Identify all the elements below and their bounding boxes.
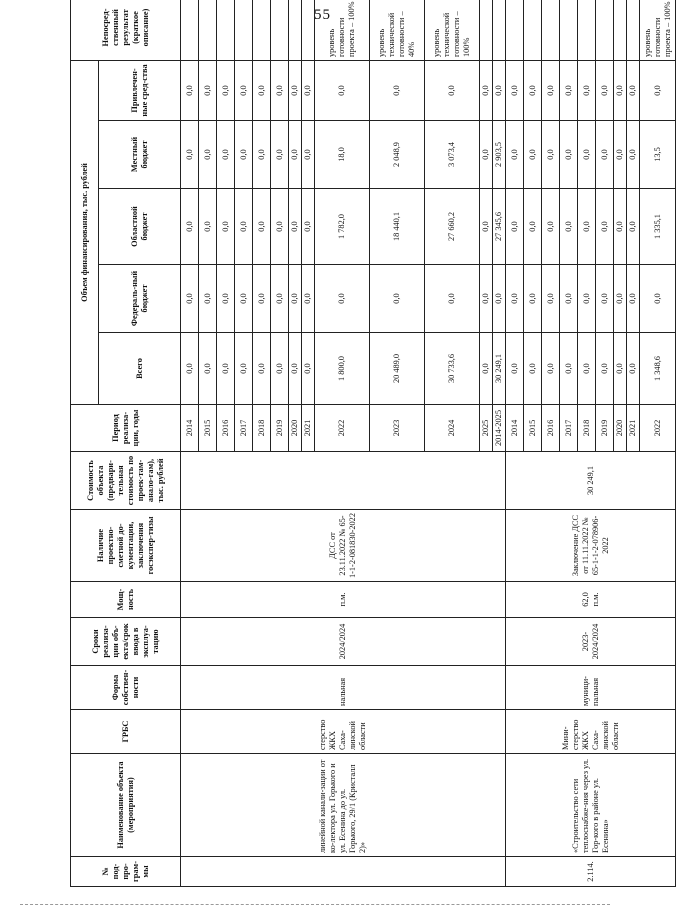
value-federal: 0,0 (596, 265, 614, 333)
result-text (235, 0, 253, 60)
value-federal: 0,0 (524, 265, 542, 333)
financing-table (70, 0, 676, 887)
header-financing-group: Объем финансирования, тыс. рублей (71, 60, 99, 404)
value-local: 0,0 (289, 121, 302, 189)
table-row (506, 0, 524, 887)
value-local: 0,0 (235, 121, 253, 189)
period-year: 2019 (271, 405, 289, 452)
value-regional: 0,0 (578, 189, 596, 265)
object1-name: линейной канали-зации от ко-лектора ул. Горького и ул. Есенина до ул. Горького, 29/1 (Кристалл 2)» (181, 754, 506, 857)
value-attracted: 0,0 (640, 60, 676, 120)
page-bottom-divider (20, 904, 610, 905)
value-federal: 0,0 (480, 265, 493, 333)
value-federal: 0,0 (542, 265, 560, 333)
value-total: 20 489,0 (370, 333, 425, 405)
value-regional: 0,0 (235, 189, 253, 265)
value-regional: 0,0 (181, 189, 199, 265)
value-total: 0,0 (302, 333, 315, 405)
value-local: 0,0 (506, 121, 524, 189)
value-total: 0,0 (542, 333, 560, 405)
object2-cost: 30 249,1 (506, 452, 676, 510)
object1-deadlines: 2024/2024 (181, 618, 506, 666)
header-psd: Наличие проектно-сметной до-кументации, заключения госэкспер-тизы (71, 510, 181, 582)
value-regional: 1 782,0 (315, 189, 370, 265)
value-attracted: 0,0 (560, 60, 578, 120)
period-year: 2015 (199, 405, 217, 452)
result-text (199, 0, 217, 60)
value-attracted: 0,0 (271, 60, 289, 120)
period-year: 2020 (289, 405, 302, 452)
value-federal: 0,0 (578, 265, 596, 333)
result-text (302, 0, 315, 60)
value-regional: 0,0 (480, 189, 493, 265)
value-total: 30 249,1 (493, 333, 506, 405)
value-total: 0,0 (480, 333, 493, 405)
value-attracted: 0,0 (302, 60, 315, 120)
value-local: 0,0 (524, 121, 542, 189)
result-text (217, 0, 235, 60)
result-text: уровень готовности проекта – 100% (640, 0, 676, 60)
value-federal: 0,0 (217, 265, 235, 333)
value-total: 0,0 (181, 333, 199, 405)
value-regional: 0,0 (560, 189, 578, 265)
value-federal: 0,0 (506, 265, 524, 333)
value-federal: 0,0 (614, 265, 627, 333)
value-regional: 0,0 (614, 189, 627, 265)
value-attracted: 0,0 (425, 60, 480, 120)
value-regional: 0,0 (289, 189, 302, 265)
value-federal: 0,0 (289, 265, 302, 333)
value-attracted: 0,0 (614, 60, 627, 120)
value-total: 1 348,6 (640, 333, 676, 405)
period-year: 2014 (506, 405, 524, 452)
value-attracted: 0,0 (253, 60, 271, 120)
period-year: 2023 (370, 405, 425, 452)
value-regional: 0,0 (199, 189, 217, 265)
value-local: 0,0 (302, 121, 315, 189)
header-result: Непосред-ственный результат (краткое описание) (71, 0, 181, 60)
value-total: 0,0 (596, 333, 614, 405)
value-attracted: 0,0 (578, 60, 596, 120)
period-year: 2019 (596, 405, 614, 452)
value-total: 30 733,6 (425, 333, 480, 405)
value-local: 2 048,9 (370, 121, 425, 189)
value-attracted: 0,0 (627, 60, 640, 120)
result-text (506, 0, 524, 60)
value-regional: 0,0 (253, 189, 271, 265)
value-regional: 0,0 (524, 189, 542, 265)
object1-num (181, 857, 506, 887)
period-year: 2025 (480, 405, 493, 452)
value-federal: 0,0 (271, 265, 289, 333)
value-federal: 0,0 (235, 265, 253, 333)
header-num: № под-про-грам-мы (71, 857, 181, 887)
value-local: 0,0 (480, 121, 493, 189)
value-attracted: 0,0 (199, 60, 217, 120)
period-year: 2021 (302, 405, 315, 452)
header-deadlines: Сроки реализа-ции объ-екта/срок ввода в эксплуа-тацию (71, 618, 181, 666)
result-text: уровень технической готовности – 100% (425, 0, 480, 60)
value-regional: 0,0 (542, 189, 560, 265)
value-local: 3 073,4 (425, 121, 480, 189)
value-total: 0,0 (235, 333, 253, 405)
value-attracted: 0,0 (370, 60, 425, 120)
value-regional: 1 335,1 (640, 189, 676, 265)
value-total: 0,0 (614, 333, 627, 405)
value-federal: 0,0 (425, 265, 480, 333)
object2-grbs: Мини-стерство ЖКХ Саха-линской области (506, 710, 676, 754)
period-year: 2024 (425, 405, 480, 452)
value-regional: 0,0 (506, 189, 524, 265)
value-attracted: 0,0 (524, 60, 542, 120)
value-attracted: 0,0 (493, 60, 506, 120)
value-local: 0,0 (596, 121, 614, 189)
header-ownership: Форма собствен-ности (71, 666, 181, 710)
header-cost: Стоимость объекта (предвари-тельная стоимость по проек-там-анало-гам), тыс. рублей (71, 452, 181, 510)
value-total: 0,0 (217, 333, 235, 405)
value-regional: 0,0 (217, 189, 235, 265)
value-local: 0,0 (560, 121, 578, 189)
value-total: 0,0 (506, 333, 524, 405)
value-attracted: 0,0 (596, 60, 614, 120)
value-federal: 0,0 (627, 265, 640, 333)
table-body (181, 0, 676, 887)
object2-name: «Строительство сети теплоснабже-ния через ул. Гор-кого в районе ул. Есенина» (506, 754, 676, 857)
header-grbs: ГРБС (71, 710, 181, 754)
table-row (181, 0, 199, 887)
period-year: 2018 (578, 405, 596, 452)
value-attracted: 0,0 (235, 60, 253, 120)
result-text (253, 0, 271, 60)
value-attracted: 0,0 (480, 60, 493, 120)
value-local: 0,0 (627, 121, 640, 189)
value-federal: 0,0 (370, 265, 425, 333)
result-text (524, 0, 542, 60)
value-total: 0,0 (627, 333, 640, 405)
object2-psd: Заключение ДСС от 11.11.2022 № 65-1-1-2-078906-2022 (506, 510, 676, 582)
header-local: Местный бюджет (99, 121, 181, 189)
value-total: 0,0 (289, 333, 302, 405)
value-total: 0,0 (524, 333, 542, 405)
value-local: 18,0 (315, 121, 370, 189)
value-federal: 0,0 (253, 265, 271, 333)
value-federal: 0,0 (640, 265, 676, 333)
header-federal: Федераль-ный бюджет (99, 265, 181, 333)
value-federal: 0,0 (560, 265, 578, 333)
value-regional: 0,0 (627, 189, 640, 265)
value-local: 0,0 (199, 121, 217, 189)
object1-ownership: нальная (181, 666, 506, 710)
value-local: 0,0 (614, 121, 627, 189)
header-attracted: Привлечен-ные сред-ства (99, 60, 181, 120)
result-text (542, 0, 560, 60)
object2-num: 2.114. (506, 857, 676, 887)
result-text (181, 0, 199, 60)
object1-capacity: п.м. (181, 582, 506, 618)
period-year: 2017 (560, 405, 578, 452)
value-regional: 27 345,6 (493, 189, 506, 265)
value-local: 0,0 (217, 121, 235, 189)
value-regional: 0,0 (596, 189, 614, 265)
value-regional: 18 440,1 (370, 189, 425, 265)
result-text (627, 0, 640, 60)
value-attracted: 0,0 (217, 60, 235, 120)
period-year: 2021 (627, 405, 640, 452)
value-local: 0,0 (542, 121, 560, 189)
period-year: 2014-2025 (493, 405, 506, 452)
result-text (596, 0, 614, 60)
period-year: 2020 (614, 405, 627, 452)
period-year: 2022 (640, 405, 676, 452)
value-regional: 27 660,2 (425, 189, 480, 265)
result-text (480, 0, 493, 60)
value-regional: 0,0 (302, 189, 315, 265)
value-attracted: 0,0 (289, 60, 302, 120)
object2-ownership: муници-пальная (506, 666, 676, 710)
value-federal: 0,0 (181, 265, 199, 333)
header-period: Период реализа-ции, годы (71, 405, 181, 452)
value-total: 1 800,0 (315, 333, 370, 405)
value-total: 0,0 (199, 333, 217, 405)
value-attracted: 0,0 (181, 60, 199, 120)
value-federal: 0,0 (302, 265, 315, 333)
value-local: 2 903,5 (493, 121, 506, 189)
value-total: 0,0 (253, 333, 271, 405)
value-local: 0,0 (578, 121, 596, 189)
value-federal: 0,0 (493, 265, 506, 333)
object1-cost (181, 452, 506, 510)
value-attracted: 0,0 (506, 60, 524, 120)
period-year: 2014 (181, 405, 199, 452)
result-text (493, 0, 506, 60)
header-name: Наименование объекта (мероприятия) (71, 754, 181, 857)
value-local: 0,0 (253, 121, 271, 189)
value-total: 0,0 (578, 333, 596, 405)
value-total: 0,0 (560, 333, 578, 405)
period-year: 2018 (253, 405, 271, 452)
value-attracted: 0,0 (542, 60, 560, 120)
result-text (289, 0, 302, 60)
period-year: 2016 (217, 405, 235, 452)
value-local: 0,0 (271, 121, 289, 189)
object1-grbs: стерство ЖКХ Саха-линской области (181, 710, 506, 754)
page-number: 55 (314, 7, 331, 23)
value-local: 0,0 (181, 121, 199, 189)
header-total: Всего (99, 333, 181, 405)
value-regional: 0,0 (271, 189, 289, 265)
result-text (560, 0, 578, 60)
result-text: уровень технической готовности – 40% (370, 0, 425, 60)
period-year: 2022 (315, 405, 370, 452)
object2-deadlines: 2023-2024/2024 (506, 618, 676, 666)
value-federal: 0,0 (315, 265, 370, 333)
value-attracted: 0,0 (315, 60, 370, 120)
value-total: 0,0 (271, 333, 289, 405)
result-text (271, 0, 289, 60)
result-text (578, 0, 596, 60)
result-text (614, 0, 627, 60)
period-year: 2015 (524, 405, 542, 452)
period-year: 2017 (235, 405, 253, 452)
object2-capacity: 62,0 п.м. (506, 582, 676, 618)
result-text: уровень готовности проекта – 100% (315, 0, 370, 60)
period-year: 2016 (542, 405, 560, 452)
value-federal: 0,0 (199, 265, 217, 333)
header-regional: Областной бюджет (99, 189, 181, 265)
header-capacity: Мощ-ность (71, 582, 181, 618)
object1-psd: ДСС от 23.11.2022 № 65-1-1-2-081830-2022 (181, 510, 506, 582)
value-local: 13,5 (640, 121, 676, 189)
